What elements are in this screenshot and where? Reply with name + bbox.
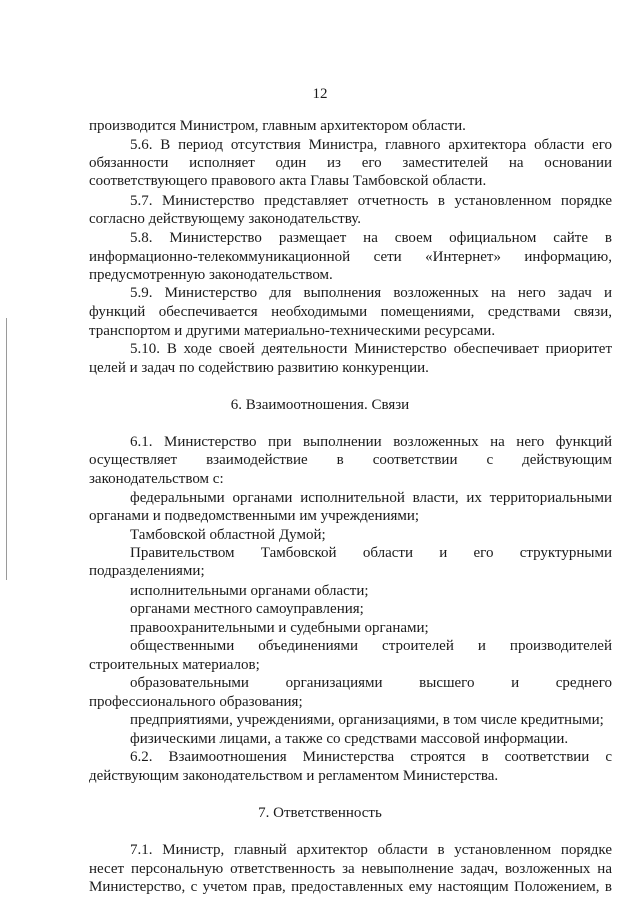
paragraph-5-7: 5.7. Министерство представляет отчетность в установленном порядке [130,193,612,209]
text-line: транспортом и другими материально-техническими ресурсами. [89,323,496,339]
text-line: производится Министром, главным архитектором области. [89,118,466,134]
list-item: органами местного самоуправления; [130,601,364,617]
text-line: предусмотренную законодательством. [89,267,333,283]
list-item: Тамбовской областной Думой; [130,527,326,543]
margin-scan-mark [6,318,7,580]
paragraph-6-1: 6.1. Министерство при выполнении возложенных на него функций [130,434,612,450]
text-line: осуществляет взаимодействие в соответствии с действующим [89,452,612,468]
text-line: строительных материалов; [89,657,260,673]
page-number: 12 [312,86,328,102]
paragraph-5-6: 5.6. В период отсутствия Министра, главного архитектора области его [130,137,612,153]
text-line: подразделениями; [89,563,205,579]
list-item: общественными объединениями строителей и производителей [130,638,612,654]
text-line: функций обеспечивается необходимыми помещениями, средствами связи, [89,304,612,320]
text-line: согласно действующему законодательству. [89,211,362,227]
list-item: физическими лицами, а также со средствами массовой информации. [130,731,569,747]
text-line: Министерство, с учетом прав, предоставленных ему настоящим Положением, в [89,879,612,895]
text-line: профессионального образования; [89,694,303,710]
list-item: Правительством Тамбовской области и его структурными [130,545,612,561]
text-line: соответствующего правового акта Главы Тамбовской области. [89,173,487,189]
list-item: предприятиями, учреждениями, организациями, в том числе кредитными; [130,712,604,728]
text-line: действующим законодательством и регламентом Министерства. [89,768,499,784]
list-item: исполнительными органами области; [130,583,369,599]
section-heading-6: 6. Взаимоотношения. Связи [230,397,410,413]
text-line: органами и подведомственными им учреждениями; [89,508,420,524]
list-item: правоохранительными и судебными органами; [130,620,429,636]
section-heading-7: 7. Ответственность [258,805,382,821]
paragraph-7-1: 7.1. Министр, главный архитектор области в установленном порядке [130,842,612,858]
text-line: несет персональную ответственность за невыполнение задач, возложенных на [89,861,612,877]
text-line: целей и задач по содействию развитию конкуренции. [89,360,429,376]
text-line: обязанности исполняет один из его заместителей на основании [89,155,612,171]
text-line: информационно-телекоммуникационной сети «Интернет» информацию, [89,249,612,265]
paragraph-6-2: 6.2. Взаимоотношения Министерства строятся в соответствии с [130,749,612,765]
paragraph-5-10: 5.10. В ходе своей деятельности Министерство обеспечивает приоритет [130,341,612,357]
list-item: федеральными органами исполнительной власти, их территориальными [130,490,612,506]
text-line: законодательством с: [89,471,224,487]
list-item: образовательными организациями высшего и среднего [130,675,612,691]
paragraph-5-8: 5.8. Министерство размещает на своем официальном сайте в [130,230,612,246]
paragraph-5-9: 5.9. Министерство для выполнения возложенных на него задач и [130,285,612,301]
